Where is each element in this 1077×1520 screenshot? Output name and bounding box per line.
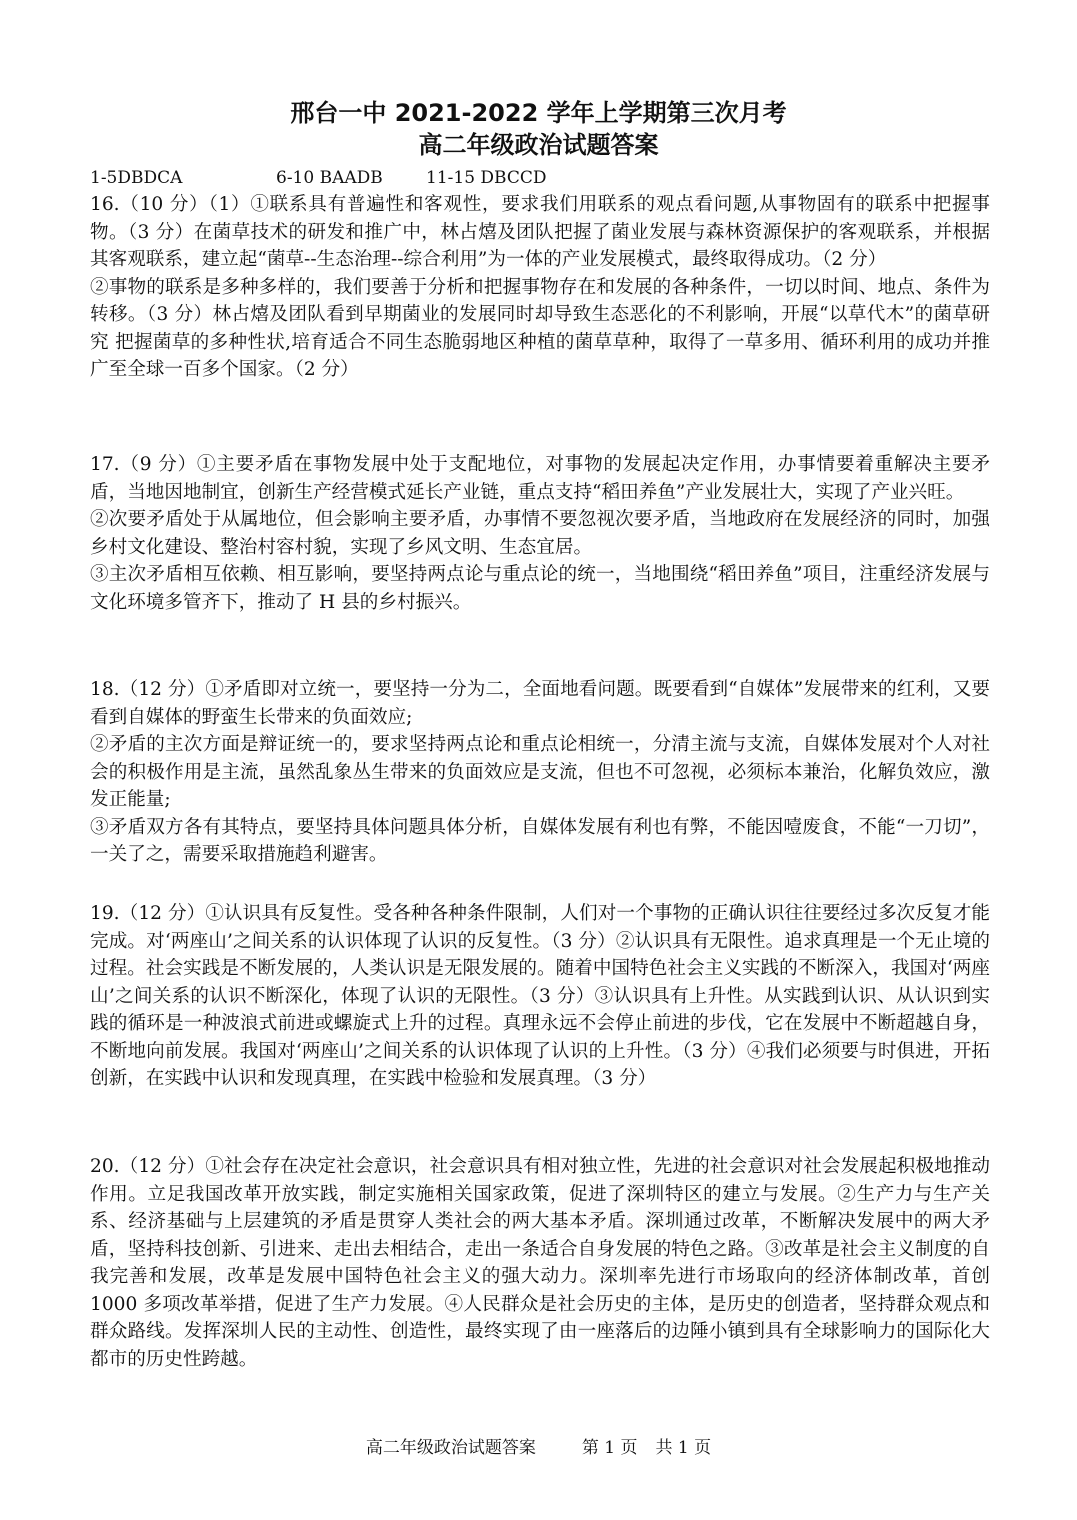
q16-point-1: 16.（10 分）（1）①联系具有普遍性和客观性，要求我们用联系的观点看问题,从事物固有的联系中把握事物。（3 分）在菌草技术的研发和推广中，林占熺及团队把握了菌业发展与森林资源保护的客观联系，并根据其客观联系，建立起“菌草--生态治理--综合利用”为一体的产业发展模式，最终取得成功。（2 分） bbox=[90, 194, 990, 270]
question-20-answer bbox=[90, 1153, 990, 1373]
q18-point-3: ③矛盾双方各有其特点，要坚持具体问题具体分析，自媒体发展有利也有弊，不能因噎废食，不能“一刀切”，一关了之，需要采取措施趋利避害。 bbox=[90, 816, 990, 865]
mc-answers-11-15: 11-15 DBCCD bbox=[426, 168, 547, 188]
page-footer bbox=[0, 1436, 1077, 1460]
footer-page-number: 第 1 页 bbox=[581, 1438, 638, 1458]
q19-text: 19.（12 分）①认识具有反复性。受各种各种条件限制，人们对一个事物的正确认识往往要经过多次反复才能完成。对‘两座山’之间关系的认识体现了认识的反复性。（3 分）②认识具有无限性。追求真理是一个无止境的过程。社会实践是不断发展的，人类认识是无限发展的。随着中国特色社会主义实践的不断深入，我国对‘两座山’之间关系的认识不断深化，体现了认识的无限性。（3 分）③认识具有上升性。从实践到认识、从认识到实践的循环是一种波浪式前进或螺旋式上升的过程。真理永远不会停止前进的步伐，它在发展中不断超越自身，不断地向前发展。我国对‘两座山’之间关系的认识体现了认识的上升性。（3 分）④我们必须要与时俱进，开拓创新，在实践中认识和发现真理，在实践中检验和发展真理。（3 分） bbox=[90, 903, 990, 1089]
mc-answers-1-5: 1-5DBDCA bbox=[90, 168, 183, 188]
exam-title: 邢台一中 2021-2022 学年上学期第三次月考 bbox=[290, 99, 787, 127]
question-19-answer bbox=[90, 900, 990, 1093]
question-18-answer bbox=[90, 676, 990, 869]
footer-doc-name: 高二年级政治试题答案 bbox=[365, 1438, 536, 1458]
q17-point-2: ②次要矛盾处于从属地位，但会影响主要矛盾，办事情不要忽视次要矛盾，当地政府在发展经济的同时，加强乡村文化建设、整治村容村貌，实现了乡风文明、生态宜居。 bbox=[90, 509, 990, 558]
q18-point-2: ②矛盾的主次方面是辩证统一的，要求坚持两点论和重点论相统一，分清主流与支流，自媒体发展对个人对社会的积极作用是主流，虽然乱象丛生带来的负面效应是支流，但也不可忽视，必须标本兼治，化解负效应，激发正能量; bbox=[90, 734, 990, 810]
q17-point-1: 17.（9 分）①主要矛盾在事物发展中处于支配地位，对事物的发展起决定作用，办事情要着重解决主要矛盾，当地因地制宜，创新生产经营模式延长产业链，重点支持“稻田养鱼”产业发展壮大，实现了产业兴旺。 bbox=[90, 454, 990, 503]
multiple-choice-answers bbox=[90, 166, 990, 190]
question-17-answer bbox=[90, 451, 990, 616]
exam-subtitle: 高二年级政治试题答案 bbox=[418, 131, 659, 159]
q20-text: 20.（12 分）①社会存在决定社会意识，社会意识具有相对独立性，先进的社会意识对社会发展起积极地推动作用。立足我国改革开放实践，制定实施相关国家政策，促进了深圳特区的建立与发展。②生产力与生产关系、经济基础与上层建筑的矛盾是贯穿人类社会的两大基本矛盾。深圳通过改革，不断解决发展中的两大矛盾，坚持科技创新、引进来、走出去相结合，走出一条适合自身发展的特色之路。③改革是社会主义制度的自我完善和发展，改革是发展中国特色社会主义的强大动力。深圳率先进行市场取向的经济体制改革，首创 1000 多项改革举措，促进了生产力发展。④人民群众是社会历史的主体，是历史的创造者，坚持群众观点和群众路线。发挥深圳人民的主动性、创造性，最终实现了由一座落后的边陲小镇到具有全球影响力的国际化大都市的历史性跨越。 bbox=[90, 1156, 990, 1370]
q17-point-3: ③主次矛盾相互依赖、相互影响，要坚持两点论与重点论的统一，当地围绕“稻田养鱼”项目，注重经济发展与文化环境多管齐下，推动了 H 县的乡村振兴。 bbox=[90, 564, 990, 613]
q18-point-1: 18.（12 分）①矛盾即对立统一，要坚持一分为二，全面地看问题。既要看到“自媒体”发展带来的红利，又要看到自媒体的野蛮生长带来的负面效应; bbox=[90, 679, 990, 728]
mc-answers-6-10: 6-10 BAADB bbox=[276, 168, 383, 188]
q16-point-2: ②事物的联系是多种多样的，我们要善于分析和把握事物存在和发展的各种条件，一切以时间、地点、条件为转移。（3 分）林占熺及团队看到早期菌业的发展同时却导致生态恶化的不利影响，开展“以草代木”的菌草研究 把握菌草的多种性状,培育适合不同生态脆弱地区种植的菌草草种，取得了一草多用、循环利用的成功并推广至全球一百多个国家。（2 分） bbox=[90, 276, 990, 380]
footer-total-pages: 共 1 页 bbox=[655, 1438, 712, 1458]
question-16-answer bbox=[90, 191, 990, 384]
